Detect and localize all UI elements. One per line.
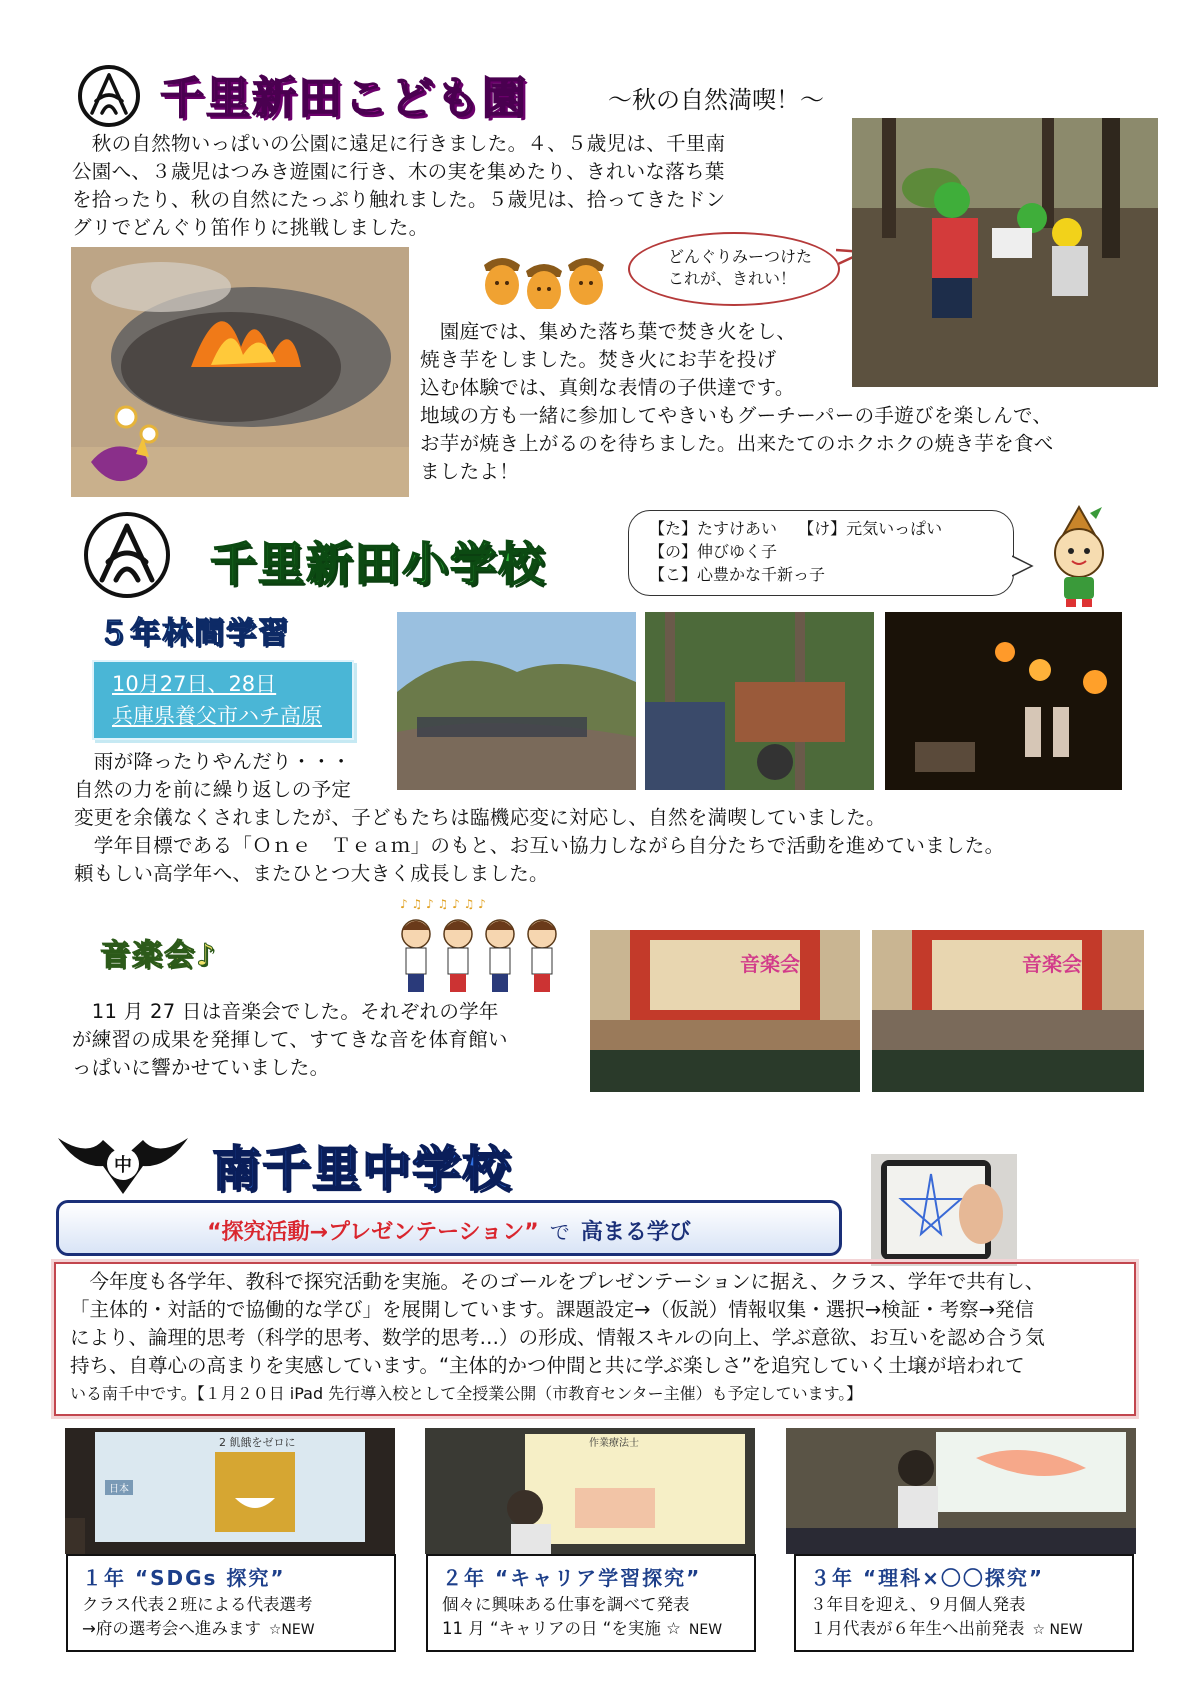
acorn-icon [478,245,608,309]
junior-high-logo [58,1128,188,1198]
caption-grade-2: ２年 “キャリア学習探究” 個々に興味ある仕事を調べて発表 11 月 “キャリアの日 “を実施 ☆ NEW [426,1554,756,1652]
stage-banner: 音楽会 [740,952,800,976]
caption-grade-1: １年 “SDGs 探究” クラス代表２班による代表選考 →府の選考会へ進みます ☆NEW [66,1554,396,1652]
sweet-potato-icon [81,402,171,492]
junior-high-title: 南千里中学校 [212,1141,513,1197]
slide-title: 2 飢餓をゼロに [219,1436,296,1449]
concert-text: 11 月 27 日は音楽会でした。それぞれの学年 が練習の成果を発揮して、すてきな音を体育館い っぱいに響かせていました。 [72,1000,508,1079]
theme-quote: “探究活動→プレゼンテーション” [207,1220,539,1245]
theme-rest: 高まる学び [580,1220,691,1245]
slide-label: 日本 [105,1480,133,1495]
motto-box-tail [1012,554,1034,578]
svg-text:♪ ♫ ♪ ♫ ♪ ♫ ♪: ♪ ♫ ♪ ♫ ♪ ♫ ♪ [400,897,486,911]
junior-high-logo-text: 中 [114,1155,132,1176]
elementary-logo [84,512,170,598]
sdgs-presentation-photo [65,1428,395,1554]
school-motto-box: 【た】たすけあい 【け】元気いっぱい 【の】伸びゆく子 【こ】心豊かな千新っ子 [628,510,1014,596]
kindergarten-title: 千里新田こども園 [160,73,528,124]
kindergarten-logo [78,65,140,127]
concert-title: 音楽会♪ [100,938,218,973]
career-presentation-photo [425,1428,755,1554]
science-presentation-photo [786,1428,1136,1554]
slide-heading: 作業療法士 [589,1438,639,1449]
stage-banner: 音楽会 [1022,952,1082,976]
mascot-character-icon [1040,505,1118,609]
caption-grade-3: ３年 “理科×〇〇探究” ３年目を迎え、９月個人発表 １月代表が６年生へ出前発表 ☆ NEW [794,1554,1134,1652]
bonfire-photo [71,247,409,497]
new-badge: ☆ NEW [1032,1622,1083,1638]
theme-banner [56,1200,842,1256]
forest-school-title: ５年林間学習 [98,616,290,651]
new-badge: ☆NEW [268,1622,315,1638]
junior-high-body-box: 今年度も各学年、教科で探究活動を実施。そのゴールをプレゼンテーションに据え、クラス、学年で共有し、 「主体的・対話的で協働的な学び」を展開しています。課題設定→（仮説）情報収集・選択→検証・考察→発信 により、論理的思考（科学的思考、数学的思考…）の形成、情報スキルの向上、学ぶ意欲、お互いを認め合う気 持ち、自尊心の高まりを実感しています。“主体的かつ仲間と共に学ぶ楽しさ”を追究していく土壌が培われて いる南千中です。【１月２０日 iPad 先行導入校として全授業公開（市教育センター主催）も予定しています。】 [54,1262,1136,1416]
singing-children-icon [390,894,570,998]
speech-bubble: どんぐりみーつけた これが、きれい！ [628,232,840,306]
kindergarten-subtitle: ～秋の自然満喫！～ [608,86,824,114]
elementary-title: 千里新田小学校 [210,537,546,591]
theme-particle: で [549,1220,570,1244]
concert-photo-1 [590,930,860,1092]
camp-info-box: 10月27日、28日 兵庫県養父市ハチ高原 [92,660,354,740]
kindergarten-paragraph-2: 園庭では、集めた落ち葉で焚き火をし、 焼き芋をしました。焚き火にお芋を投げ 込む体験では、真剣な表情の子供達です。 地域の方も一緒に参加してやきいもグーチーパーの手遊びを楽しんで、 お芋が焼き上がるのを待ちました。出来たてのホクホクの焼き芋を食べ ましたよ！ [420,320,1054,483]
forest-school-text: 雨が降ったりやんだり・・・ 自然の力を前に繰り返しの予定 変更を余儀なくされましたが、子どもたちは臨機応変に対応し、自然を満喫していました。 学年目標である「Ｏｎｅ Ｔｅａｍ」のもと、お互い協力しながら自分たちで活動を進めていました。 頼もしい高学年へ、またひとつ大きく成長しました。 [74,750,1005,885]
new-badge: NEW [688,1622,723,1638]
tablet-drawing-photo [871,1154,1017,1266]
kindergarten-paragraph-1: 秋の自然物いっぱいの公園に遠足に行きました。４、５歳児は、千里南 公園へ、３歳児はつみき遊園に行き、木の実を集めたり、きれいな落ち葉 を拾ったり、秋の自然にたっぷり触れました。５歳児は、拾ってきたドン グリでどんぐり笛作りに挑戦しました。 [72,132,726,239]
concert-photo-2 [872,930,1144,1092]
